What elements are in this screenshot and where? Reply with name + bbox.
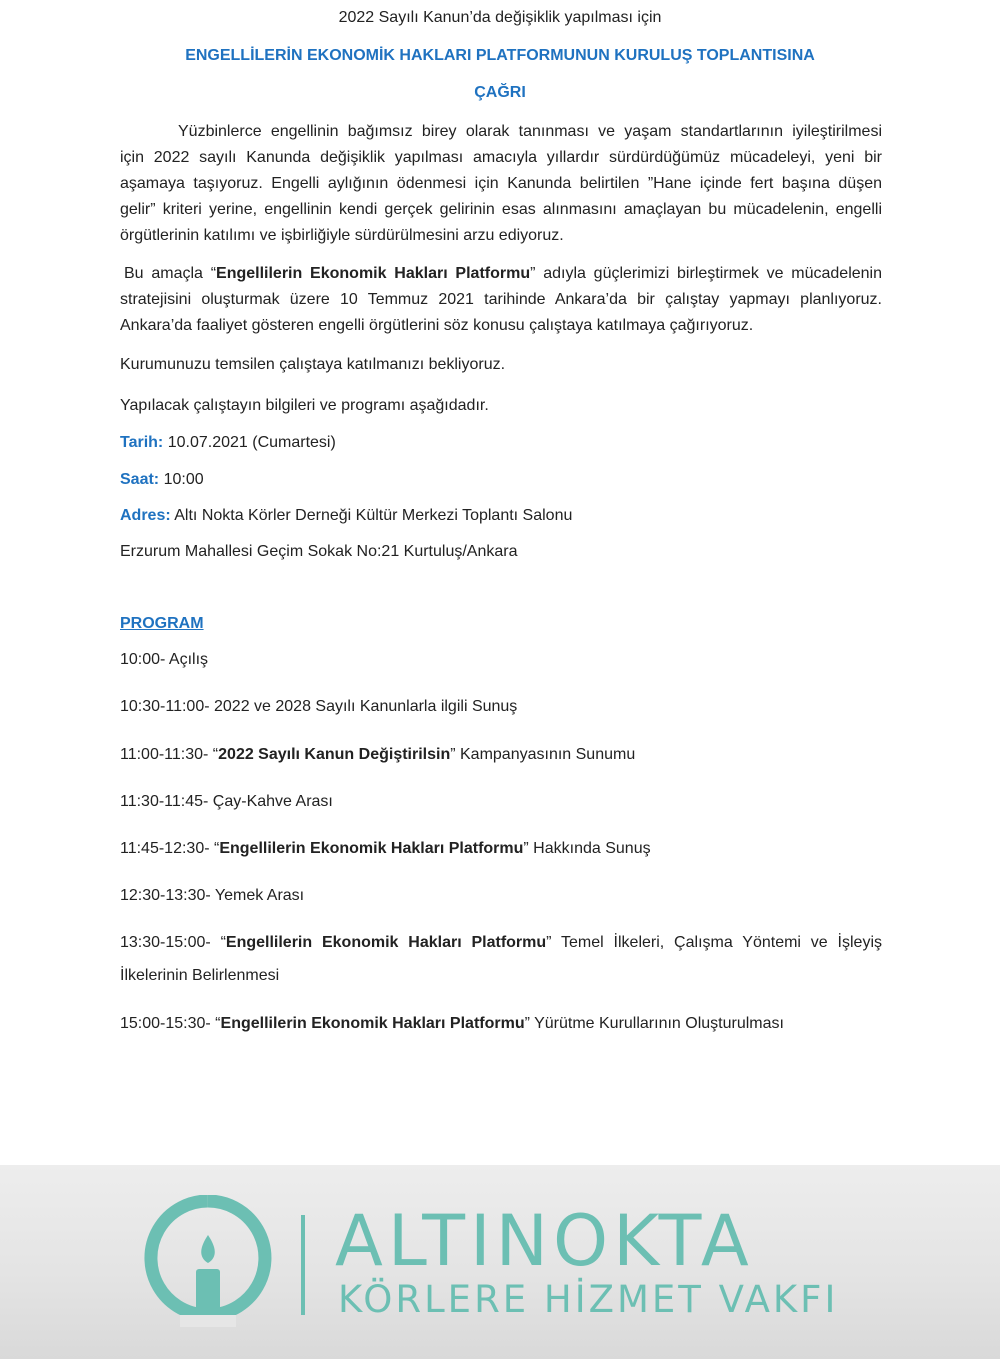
text-run: Bu amaçla “ xyxy=(124,265,217,282)
candle-keyhole-icon xyxy=(138,1195,278,1335)
paragraph-line: örgütlerinin katılımı ve işbirliğiyle sürdürülmesini arzu ediyoruz. xyxy=(120,227,564,244)
date-label: Tarih: xyxy=(120,434,164,451)
text-run: 15:00-15:30- “ xyxy=(120,1015,221,1032)
text-run: ” Yürütme Kurullarının Oluşturulması xyxy=(524,1015,784,1032)
text-run: ” Kampanyasının Sunumu xyxy=(450,746,636,763)
program-item: 10:30-11:00- 2022 ve 2028 Sayılı Kanunlarla ilgili Sunuş xyxy=(120,698,518,715)
program-item: 10:00- Açılış xyxy=(120,651,209,668)
date-value: 10.07.2021 (Cumartesi) xyxy=(163,434,336,451)
footer-banner xyxy=(0,1165,1000,1359)
info-line: Yapılacak çalıştayın bilgileri ve programı aşağıdadır. xyxy=(120,397,489,414)
address-line-2: Erzurum Mahallesi Geçim Sokak No:21 Kurtuluş/Ankara xyxy=(120,543,518,560)
program-item xyxy=(120,839,651,859)
paragraph-line: Ankara’da faaliyet gösteren engelli örgütlerini söz konusu çalıştaya katılmaya çağırıyoruz. xyxy=(120,317,754,334)
address-label: Adres: xyxy=(120,507,171,524)
logo-divider xyxy=(301,1215,305,1315)
program-item xyxy=(120,745,635,765)
platform-name: Engellilerin Ekonomik Hakları Platformu xyxy=(216,265,531,282)
time-row xyxy=(120,470,204,490)
platform-name: Engellilerin Ekonomik Hakları Platformu xyxy=(219,840,524,857)
address-row xyxy=(120,506,572,526)
program-heading: PROGRAM xyxy=(120,615,204,632)
paragraph-line xyxy=(124,264,882,284)
program-item: 11:30-11:45- Çay-Kahve Arası xyxy=(120,793,333,810)
paragraph-line: için 2022 sayılı Kanunda değişiklik yapılması amacıyla yıllardır sürdürdüğümüz mücadeleyi, yeni bir xyxy=(120,149,882,166)
address-value: Altı Nokta Körler Derneği Kültür Merkezi Toplantı Salonu xyxy=(170,507,573,524)
text-run: 11:45-12:30- “ xyxy=(120,840,220,857)
intro-line: 2022 Sayılı Kanun’da değişiklik yapılması için xyxy=(338,9,662,26)
text-run: ” Hakkında Sunuş xyxy=(523,840,651,857)
document-title: ENGELLİLERİN EKONOMİK HAKLARI PLATFORMUNUN KURULUŞ TOPLANTISINA xyxy=(185,47,815,64)
invite-line: Kurumunuzu temsilen çalıştaya katılmanızı bekliyoruz. xyxy=(120,356,506,373)
platform-name: Engellilerin Ekonomik Hakları Platformu xyxy=(220,1015,525,1032)
program-item: 12:30-13:30- Yemek Arası xyxy=(120,887,305,904)
text-run: 11:00-11:30- “ xyxy=(120,746,219,763)
paragraph-line: aşamaya taşıyoruz. Engelli aylığının ödenmesi için Kanunda belirtilen ”Hane içinde fert başına düşen xyxy=(120,175,882,192)
paragraph-line: gelir” kriteri yerine, engellinin kendi gerçek gelirinin esas alınmasını amaçlayan bu mücadelenin, engelli xyxy=(120,201,882,218)
program-item xyxy=(120,1014,784,1034)
date-row xyxy=(120,433,336,453)
text-run: ” adıyla güçlerimizi birleştirmek ve mücadelenin xyxy=(530,265,883,282)
time-value: 10:00 xyxy=(159,471,204,488)
paragraph-line: Yüzbinlerce engellinin bağımsız birey olarak tanınması ve yaşam standartlarının iyileştirilmesi xyxy=(178,123,882,140)
text-run: ” Temel İlkeleri, Çalışma Yöntemi ve İşleyiş xyxy=(546,934,882,951)
call-heading: ÇAĞRI xyxy=(474,84,526,101)
program-item xyxy=(120,933,882,953)
platform-name: Engellilerin Ekonomik Hakları Platformu xyxy=(225,934,547,951)
paragraph-line: stratejisini oluşturmak üzere 10 Temmuz 2021 tarihinde Ankara’da bir çalıştay yapmayı planlıyoruz. xyxy=(120,291,882,308)
text-run: 13:30-15:00- “ xyxy=(120,934,226,951)
time-label: Saat: xyxy=(120,471,160,488)
campaign-name: 2022 Sayılı Kanun Değiştirilsin xyxy=(218,746,451,763)
brand-name: ALTINOKTA xyxy=(335,1200,754,1282)
brand-subtitle: KÖRLERE HİZMET VAKFI xyxy=(338,1278,839,1321)
program-item-continued: İlkelerinin Belirlenmesi xyxy=(120,967,280,984)
